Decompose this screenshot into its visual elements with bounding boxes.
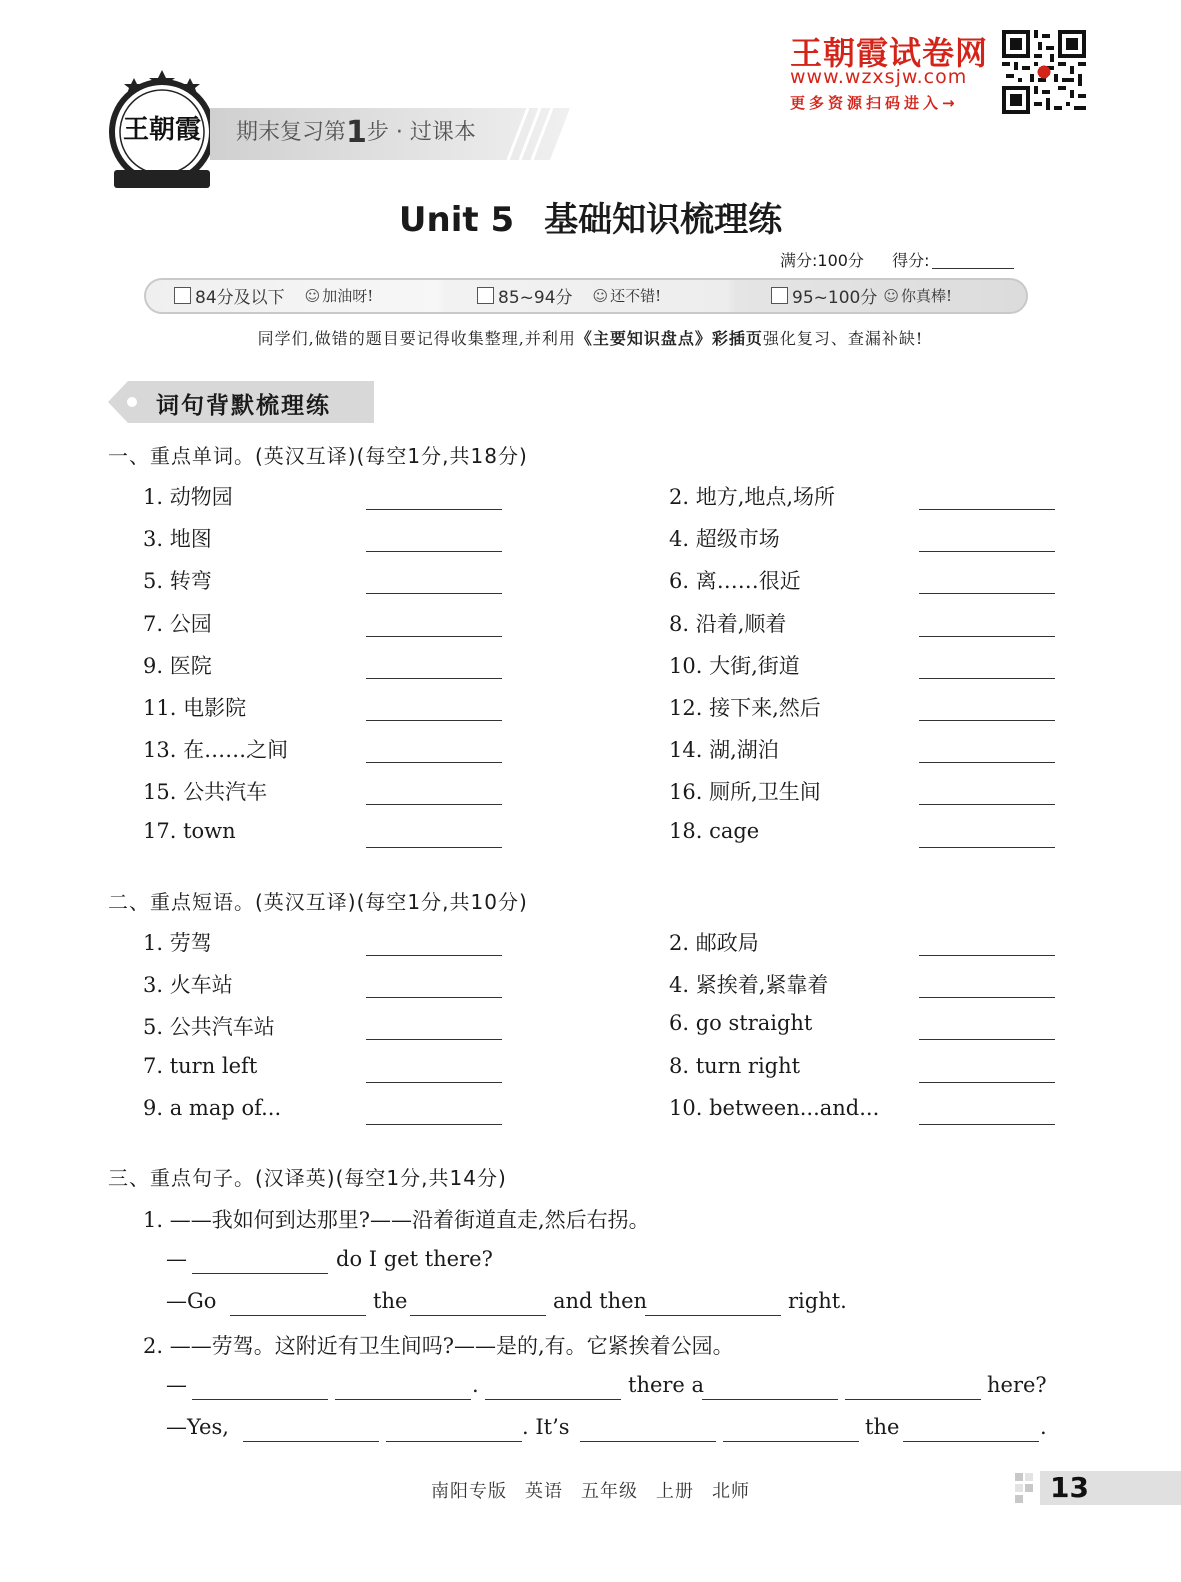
part2-item: 10. between...and...	[669, 1095, 880, 1120]
part1-item: 13. 在……之间	[143, 738, 289, 763]
part2-answer-blank[interactable]	[366, 1124, 502, 1125]
part1-answer-blank[interactable]	[366, 509, 502, 510]
q2-here: here?	[987, 1373, 1047, 1397]
part1-answer-blank[interactable]	[366, 720, 502, 721]
page-number: 13	[1050, 1471, 1089, 1504]
q2-blank-8[interactable]	[580, 1441, 716, 1442]
score-line	[780, 248, 1014, 271]
q1-blank-3[interactable]	[410, 1315, 546, 1316]
qr-code-icon[interactable]	[1002, 30, 1086, 114]
q2-blank-4[interactable]	[702, 1399, 838, 1400]
q1-blank-2[interactable]	[230, 1315, 366, 1316]
part2-answer-blank[interactable]	[919, 1039, 1055, 1040]
part1-item: 2. 地方,地点,场所	[669, 485, 836, 509]
footer	[0, 1477, 1181, 1503]
q1-go: —Go	[166, 1289, 217, 1313]
page-corner-decoration	[1015, 1473, 1043, 1503]
q2-blank-7[interactable]	[386, 1441, 522, 1442]
brand-cta: 更多资源扫码进入→	[790, 94, 959, 112]
page-title	[0, 192, 1181, 241]
q1-l1-text: do I get there?	[336, 1247, 493, 1271]
q1-and-then: and then	[553, 1289, 648, 1313]
brand-name: 王朝霞试卷网	[790, 34, 989, 72]
q1-dash: —	[166, 1247, 187, 1271]
svg-text:王朝霞: 王朝霞	[122, 115, 202, 145]
part2-answer-blank[interactable]	[366, 1039, 502, 1040]
score-label: 得分:	[892, 251, 930, 270]
part1-item: 11. 电影院	[143, 696, 247, 720]
part1-item: 1. 动物园	[143, 485, 233, 509]
score-input[interactable]	[932, 253, 1014, 269]
q2-blank-10[interactable]	[903, 1441, 1039, 1442]
rating-range: 84分及以下	[195, 288, 285, 308]
part1-item: 12. 接下来,然后	[669, 696, 821, 720]
part1-answer-blank[interactable]	[919, 551, 1055, 552]
q1-the: the	[373, 1289, 408, 1313]
rating-range: 85~94分	[498, 288, 573, 308]
rating-range: 95~100分	[792, 288, 878, 308]
footer-subject: 英语	[525, 1481, 563, 1502]
part2-answer-blank[interactable]	[366, 997, 502, 998]
rating-checkbox[interactable]	[477, 287, 494, 304]
part1-item: 8. 沿着,顺着	[669, 611, 787, 636]
part1-item: 7. 公园	[143, 611, 212, 636]
part1-item: 6. 离……很近	[669, 569, 801, 594]
banner-suffix: 步 · 过课本	[366, 120, 476, 145]
q2-there-a: there a	[628, 1373, 705, 1397]
part1-answer-blank[interactable]	[366, 636, 502, 637]
q2-dot-2: .	[1040, 1415, 1047, 1439]
notice-bold: 《主要知识盘点》彩插页	[575, 329, 763, 348]
notice-before: 同学们,做错的题目要记得收集整理,并利用	[257, 329, 576, 348]
part1-answer-blank[interactable]	[366, 593, 502, 594]
notice-text	[0, 326, 1181, 349]
q2-blank-3[interactable]	[485, 1399, 621, 1400]
q2-the: the	[865, 1415, 900, 1439]
rating-option-3[interactable]	[771, 283, 952, 308]
q2-blank-6[interactable]	[243, 1441, 379, 1442]
q2-dot-1: .	[472, 1373, 479, 1397]
part2-item: 9. a map of...	[143, 1095, 282, 1120]
q2-chinese: 2. ——劳驾。这附近有卫生间吗?——是的,有。它紧挨着公园。	[143, 1334, 734, 1358]
q1-right: right.	[788, 1289, 847, 1313]
part1-answer-blank[interactable]	[919, 593, 1055, 594]
part1-answer-blank[interactable]	[919, 720, 1055, 721]
part1-item: 16. 厕所,卫生间	[669, 780, 821, 805]
part2-answer-blank[interactable]	[919, 955, 1055, 956]
part1-item: 9. 医院	[143, 653, 212, 678]
brand-url[interactable]: www.wzxsjw.com	[790, 66, 968, 88]
rating-cheer: 你真棒!	[900, 287, 952, 305]
q1-blank-1[interactable]	[192, 1273, 328, 1274]
rating-cheer: 加油呀!	[322, 287, 374, 305]
part2-item: 4. 紧挨着,紧靠着	[669, 973, 829, 998]
part2-answer-blank[interactable]	[366, 955, 502, 956]
footer-grade: 五年级	[581, 1481, 638, 1502]
part1-item: 17. town	[143, 818, 236, 843]
smile-icon: ☺	[592, 286, 609, 305]
footer-volume: 上册	[656, 1481, 694, 1502]
part1-answer-blank[interactable]	[919, 509, 1055, 510]
part1-answer-blank[interactable]	[366, 847, 502, 848]
part1-item: 14. 湖,湖泊	[669, 738, 779, 763]
part2-item: 2. 邮政局	[669, 931, 759, 955]
part1-item: 15. 公共汽车	[143, 780, 268, 805]
part2-answer-blank[interactable]	[919, 1124, 1055, 1125]
part2-item: 1. 劳驾	[143, 931, 212, 955]
part2-item: 7. turn left	[143, 1053, 258, 1078]
unit-label: Unit 5	[398, 200, 515, 240]
part2-answer-blank[interactable]	[919, 1082, 1055, 1083]
part3-title: 三、重点句子。(汉译英)(每空1分,共14分)	[108, 1166, 507, 1190]
part1-title: 一、重点单词。(英汉互译)(每空1分,共18分)	[108, 444, 528, 468]
q2-its: . It’s	[522, 1415, 570, 1439]
part1-answer-blank[interactable]	[919, 847, 1055, 848]
publisher-logo	[104, 66, 220, 192]
part2-item: 8. turn right	[669, 1053, 801, 1078]
q2-blank-9[interactable]	[723, 1441, 859, 1442]
part2-answer-blank[interactable]	[366, 1082, 502, 1083]
rating-checkbox[interactable]	[174, 287, 191, 304]
part1-item: 4. 超级市场	[669, 527, 780, 552]
q2-yes: —Yes,	[166, 1415, 229, 1439]
part1-item: 10. 大街,街道	[669, 653, 800, 678]
part2-answer-blank[interactable]	[919, 997, 1055, 998]
part1-answer-blank[interactable]	[919, 762, 1055, 763]
q2-blank-2[interactable]	[335, 1399, 471, 1400]
part1-item: 18. cage	[669, 818, 760, 843]
unit-name: 基础知识梳理练	[544, 200, 783, 240]
q2-blank-1[interactable]	[192, 1399, 328, 1400]
smile-icon: ☺	[883, 286, 899, 305]
part1-answer-blank[interactable]	[366, 804, 502, 805]
part2-item: 6. go straight	[669, 1011, 813, 1036]
part1-item: 3. 地图	[143, 527, 212, 552]
section-title: 词句背默梳理练	[156, 393, 331, 419]
part1-answer-blank[interactable]	[919, 678, 1055, 679]
part1-answer-blank[interactable]	[366, 551, 502, 552]
rating-checkbox[interactable]	[771, 287, 788, 304]
banner-prefix: 期末复习第	[236, 120, 347, 145]
rating-cheer: 还不错!	[610, 287, 662, 305]
footer-publisher: 北师	[712, 1481, 750, 1502]
q2-dash: —	[166, 1373, 187, 1397]
smile-icon: ☺	[304, 286, 321, 305]
notice-after: 强化复习、查漏补缺!	[762, 329, 924, 348]
part1-answer-blank[interactable]	[919, 636, 1055, 637]
part2-title: 二、重点短语。(英汉互译)(每空1分,共10分)	[108, 890, 528, 914]
part1-answer-blank[interactable]	[919, 804, 1055, 805]
banner-step-number: 1	[346, 115, 367, 150]
part2-item: 3. 火车站	[143, 973, 233, 998]
full-score: 满分:100分	[780, 251, 864, 270]
rating-option-1[interactable]	[174, 283, 373, 308]
part2-item: 5. 公共汽车站	[143, 1015, 275, 1040]
part1-answer-blank[interactable]	[366, 762, 502, 763]
q1-chinese: 1. ——我如何到达那里?——沿着街道直走,然后右拐。	[143, 1208, 650, 1232]
q1-blank-4[interactable]	[645, 1315, 781, 1316]
footer-edition: 南阳专版	[431, 1481, 507, 1502]
q2-blank-5[interactable]	[845, 1399, 981, 1400]
banner-title	[236, 115, 476, 150]
rating-option-2[interactable]	[477, 283, 661, 308]
part1-item: 5. 转弯	[143, 569, 212, 594]
part1-answer-blank[interactable]	[366, 678, 502, 679]
